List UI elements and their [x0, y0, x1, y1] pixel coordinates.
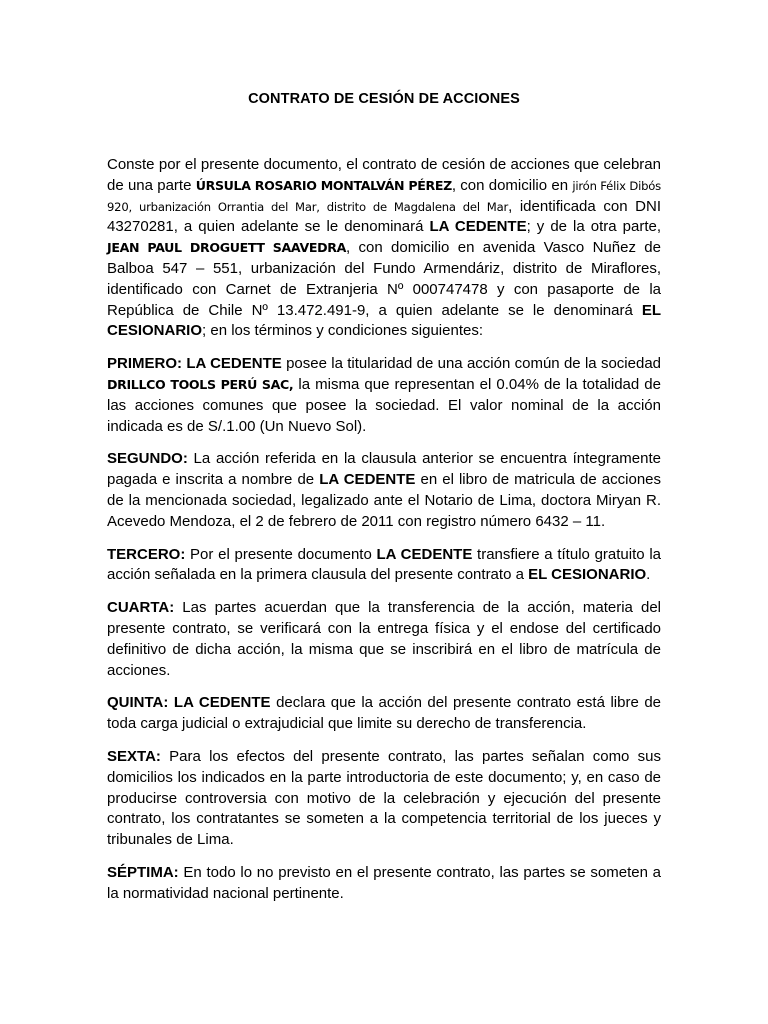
intro-text-5: , con domicilio en avenida Vasco Nuñez de Balboa 547 – 551, urbanización del Fundo Armendáriz, distrito de Miraflores, identificado con Carnet de Extranjeria Nº 000747478 y con pasaporte de la República de Chile Nº 13.472.491-9, a quien adelante se le denominará [107, 239, 661, 319]
clause-text: Las partes acuerdan que la transferencia de la acción, materia del presente contrato, se verificará con la entrega física y el endose del certificado definitivo de dicha acción, la misma que se inscribirá en el libro de matrícula de acciones. [107, 599, 661, 679]
clause-tercero [107, 545, 661, 587]
intro-text-1: Conste por el presente documento, el contrato de cesión de acciones que celebran de una parte [107, 156, 661, 194]
la-cedente-term: LA CEDENTE [376, 545, 473, 563]
la-cedente-term: LA CEDENTE [429, 218, 527, 236]
el-cesionario-term: EL CESIONARIO [528, 566, 647, 584]
clause-text: . [646, 566, 651, 584]
clause-text: posee la titularidad de una acción común de la sociedad [281, 355, 662, 373]
clause-text: La acción referida en la clausula anterior se encuentra íntegramente pagada e inscrita a nombre de [107, 450, 661, 489]
intro-text-2: , con domicilio en [451, 176, 573, 194]
clause-label: SEGUNDO: [107, 450, 188, 468]
document-title: CONTRATO DE CESIÓN DE ACCIONES [248, 91, 520, 107]
clause-text: En todo lo no previsto en el presente contrato, las partes se someten a la normatividad nacional pertinente. [107, 863, 661, 902]
la-cedente-term: LA CEDENTE [173, 694, 271, 712]
clause-label: CUARTA: [107, 599, 175, 617]
intro-text-4: ; y de la otra parte, [526, 218, 661, 236]
clause-label: SÉPTIMA: [107, 863, 179, 881]
clause-text: declara que la acción del presente contrato está libre de toda carga judicial o extrajudicial que limite su derecho de transferencia. [107, 694, 662, 733]
clause-text: Para los efectos del presente contrato, las partes señalan como sus domicilios los indicados en la parte introductoria de este documento; y, en caso de producirse controversia con motivo de la celebración y ejecución del presente contrato, los contratantes se someten a la competencia territorial de los jueces y tribunales de Lima. [107, 747, 661, 849]
cedente-address: jirón Félix Dibós 920, urbanización Orrantia del Mar, distrito de Magdalena del Mar [107, 178, 662, 214]
clause-label: TERCERO: [107, 545, 186, 563]
clause-text: en el libro de matricula de acciones de la mencionada sociedad, legalizado ante el Notario de Lima, doctora Miryan R. Acevedo Mendoza, el 2 de febrero de 2011 con registro número 6432 – 11. [107, 471, 662, 530]
clause-primero [107, 354, 661, 437]
cesionario-name: JEAN PAUL DROGUETT SAAVEDRA [107, 240, 346, 256]
clause-cuarta [107, 598, 661, 681]
clause-segundo [107, 449, 661, 532]
clause-label: SEXTA: [107, 747, 161, 765]
intro-paragraph [107, 155, 661, 342]
la-cedente-term: LA CEDENTE [319, 471, 416, 489]
clause-label: QUINTA: [107, 694, 169, 712]
intro-text-3: , identificada con DNI 43270281, a quien adelante se le denominará [107, 197, 661, 236]
company-name: DRILLCO TOOLS PERÚ SAC, [107, 376, 294, 392]
la-cedente-term: LA CEDENTE [186, 355, 282, 373]
cedente-name: ÚRSULA ROSARIO MONTALVÁN PÉREZ [195, 177, 452, 193]
el-cesionario-term: EL CESIONARIO [107, 301, 661, 340]
clause-sexta [107, 747, 661, 851]
clause-text: Por el presente documento [185, 545, 377, 563]
clause-text: la misma que representan el 0.04% de la totalidad de las acciones comunes que posee la sociedad. El valor nominal de la acción indicada es de S/.1.00 (Un Nuevo Sol). [107, 375, 661, 435]
clause-quinta [107, 693, 661, 735]
document-body [107, 155, 661, 917]
intro-text-6: ; en los términos y condiciones siguientes: [202, 322, 483, 340]
clause-label: PRIMERO: [107, 355, 182, 373]
clause-septima [107, 863, 661, 905]
clause-text: transfiere a título gratuito la acción señalada en la primera clausula del presente contrato a [107, 545, 661, 584]
